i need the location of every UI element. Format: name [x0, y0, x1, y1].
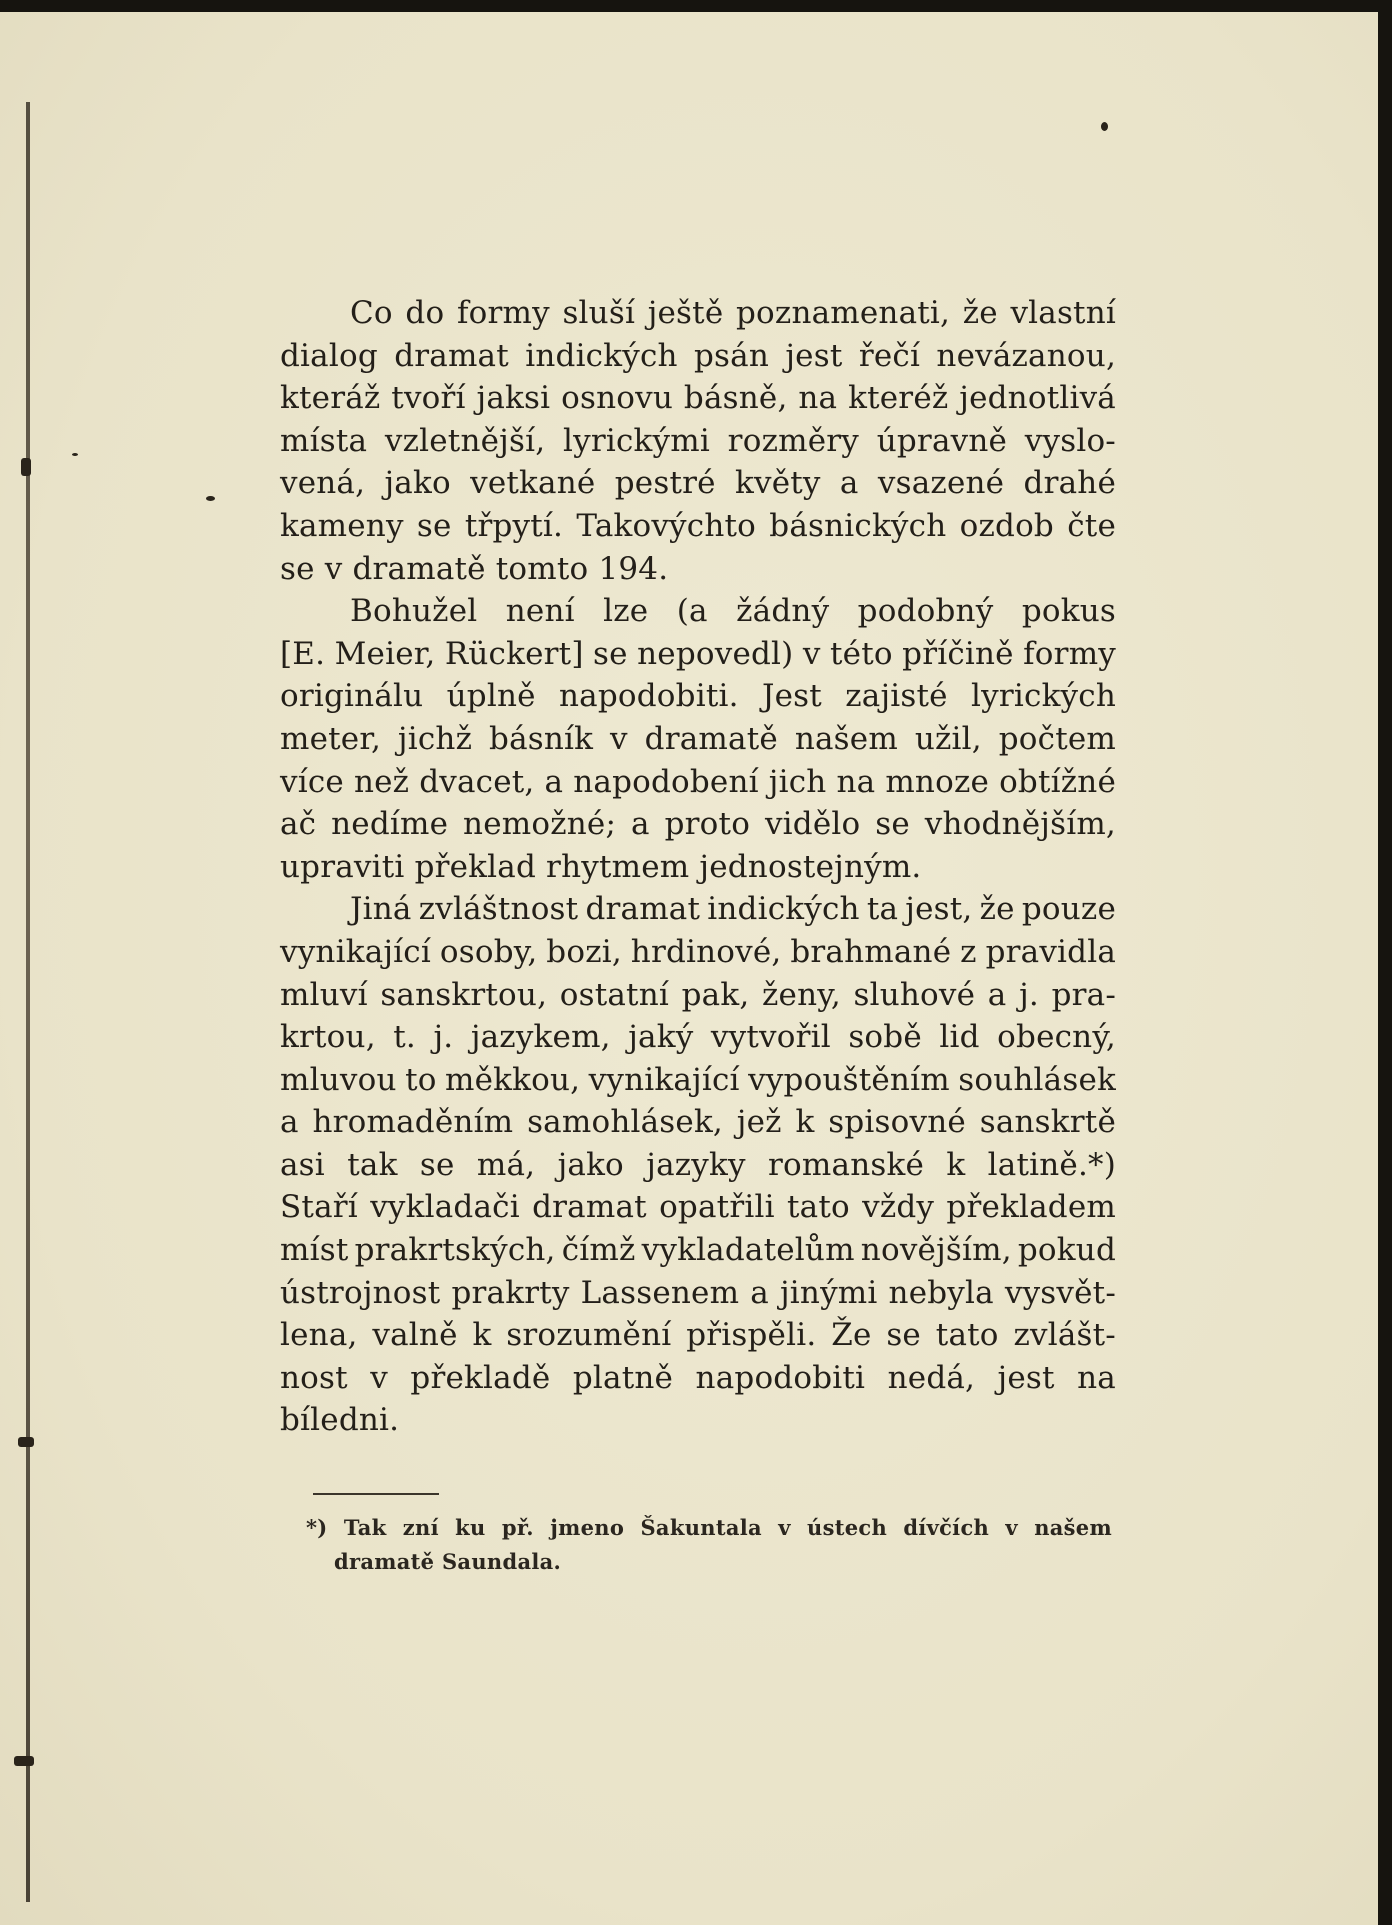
text-line: krtou, t. j. jazykem, jaký vytvořil sobě lid obecný,	[280, 1019, 1116, 1056]
text-line: se v dramatě tomto 194.	[280, 550, 669, 587]
text-line: a hromaděním samohlásek, jež k spisovné sanskrtě	[280, 1104, 1116, 1141]
text-line: Jiná zvláštnost dramat indických ta jest, že pouze	[350, 891, 1116, 928]
text-line: kteráž tvoří jaksi osnovu básně, na kteréž jednotlivá	[280, 380, 1116, 417]
footnote-line: dramatě Saundala.	[334, 1549, 562, 1574]
text-line: meter, jichž básník v dramatě našem užil, počtem	[280, 720, 1116, 757]
text-line: místa vzletnější, lyrickými rozměry úpravně vyslo-	[280, 422, 1116, 459]
text-line: nost v překladě platně napodobiti nedá, jest na	[280, 1359, 1116, 1396]
paragraph	[280, 292, 1116, 590]
paragraph	[280, 590, 1116, 888]
ink-speck	[206, 496, 215, 501]
text-line: Co do formy sluší ještě poznamenati, že vlastní	[350, 295, 1116, 331]
footnote-line: *) Tak zní ku př. jmeno Šakuntala v ústech dívčích v našem	[306, 1515, 1112, 1540]
gutter-mark	[21, 458, 31, 476]
text-line: [E. Meier, Rückert] se nepovedl) v této příčině formy	[280, 635, 1116, 672]
text-line: upraviti překlad rhytmem jednostejným.	[280, 848, 922, 885]
text-line: ač nedíme nemožné; a proto vidělo se vhodnějším,	[280, 806, 1116, 843]
text-line: lena, valně k srozumění přispěli. Že se tato zvlášt-	[280, 1317, 1116, 1354]
text-line: asi tak se má, jako jazyky romanské k latině.*)	[280, 1146, 1116, 1183]
text-line: Bohužel není lze (a žádný podobný pokus	[350, 593, 1116, 630]
text-line: dialog dramat indických psán jest řečí nevázanou,	[280, 337, 1116, 374]
text-line: vynikající osoby, bozi, hrdinové, brahmané z pravidla	[280, 933, 1116, 970]
gutter-mark	[18, 1437, 34, 1447]
binding-gutter	[26, 102, 30, 1902]
text-line: vená, jako vetkané pestré květy a vsazené drahé	[280, 465, 1116, 502]
text-line: mluvou to měkkou, vynikající vypouštěním souhlásek	[280, 1061, 1116, 1098]
ink-speck	[1101, 122, 1108, 131]
text-line: Staří vykladači dramat opatřili tato vždy překladem	[280, 1189, 1116, 1226]
text-line: bíledni.	[280, 1402, 400, 1439]
text-line: originálu úplně napodobiti. Jest zajisté lyrických	[280, 678, 1116, 715]
paragraph	[280, 888, 1116, 1442]
text-line: mluví sanskrtou, ostatní pak, ženy, sluhové a j. pra-	[280, 976, 1116, 1013]
text-line: míst prakrtských, čímž vykladatelům novějším, pokud	[280, 1232, 1116, 1269]
footnote	[306, 1511, 1112, 1579]
text-line: více než dvacet, a napodobení jich na mnoze obtížné	[280, 763, 1116, 800]
footnote-divider	[313, 1493, 439, 1495]
text-line: ústrojnost prakrty Lassenem a jinými nebyla vysvět-	[280, 1274, 1116, 1311]
body-text	[280, 292, 1116, 1442]
text-line: kameny se třpytí. Takovýchto básnických ozdob čte	[280, 507, 1116, 544]
ink-speck	[72, 453, 78, 456]
gutter-mark	[14, 1756, 34, 1766]
